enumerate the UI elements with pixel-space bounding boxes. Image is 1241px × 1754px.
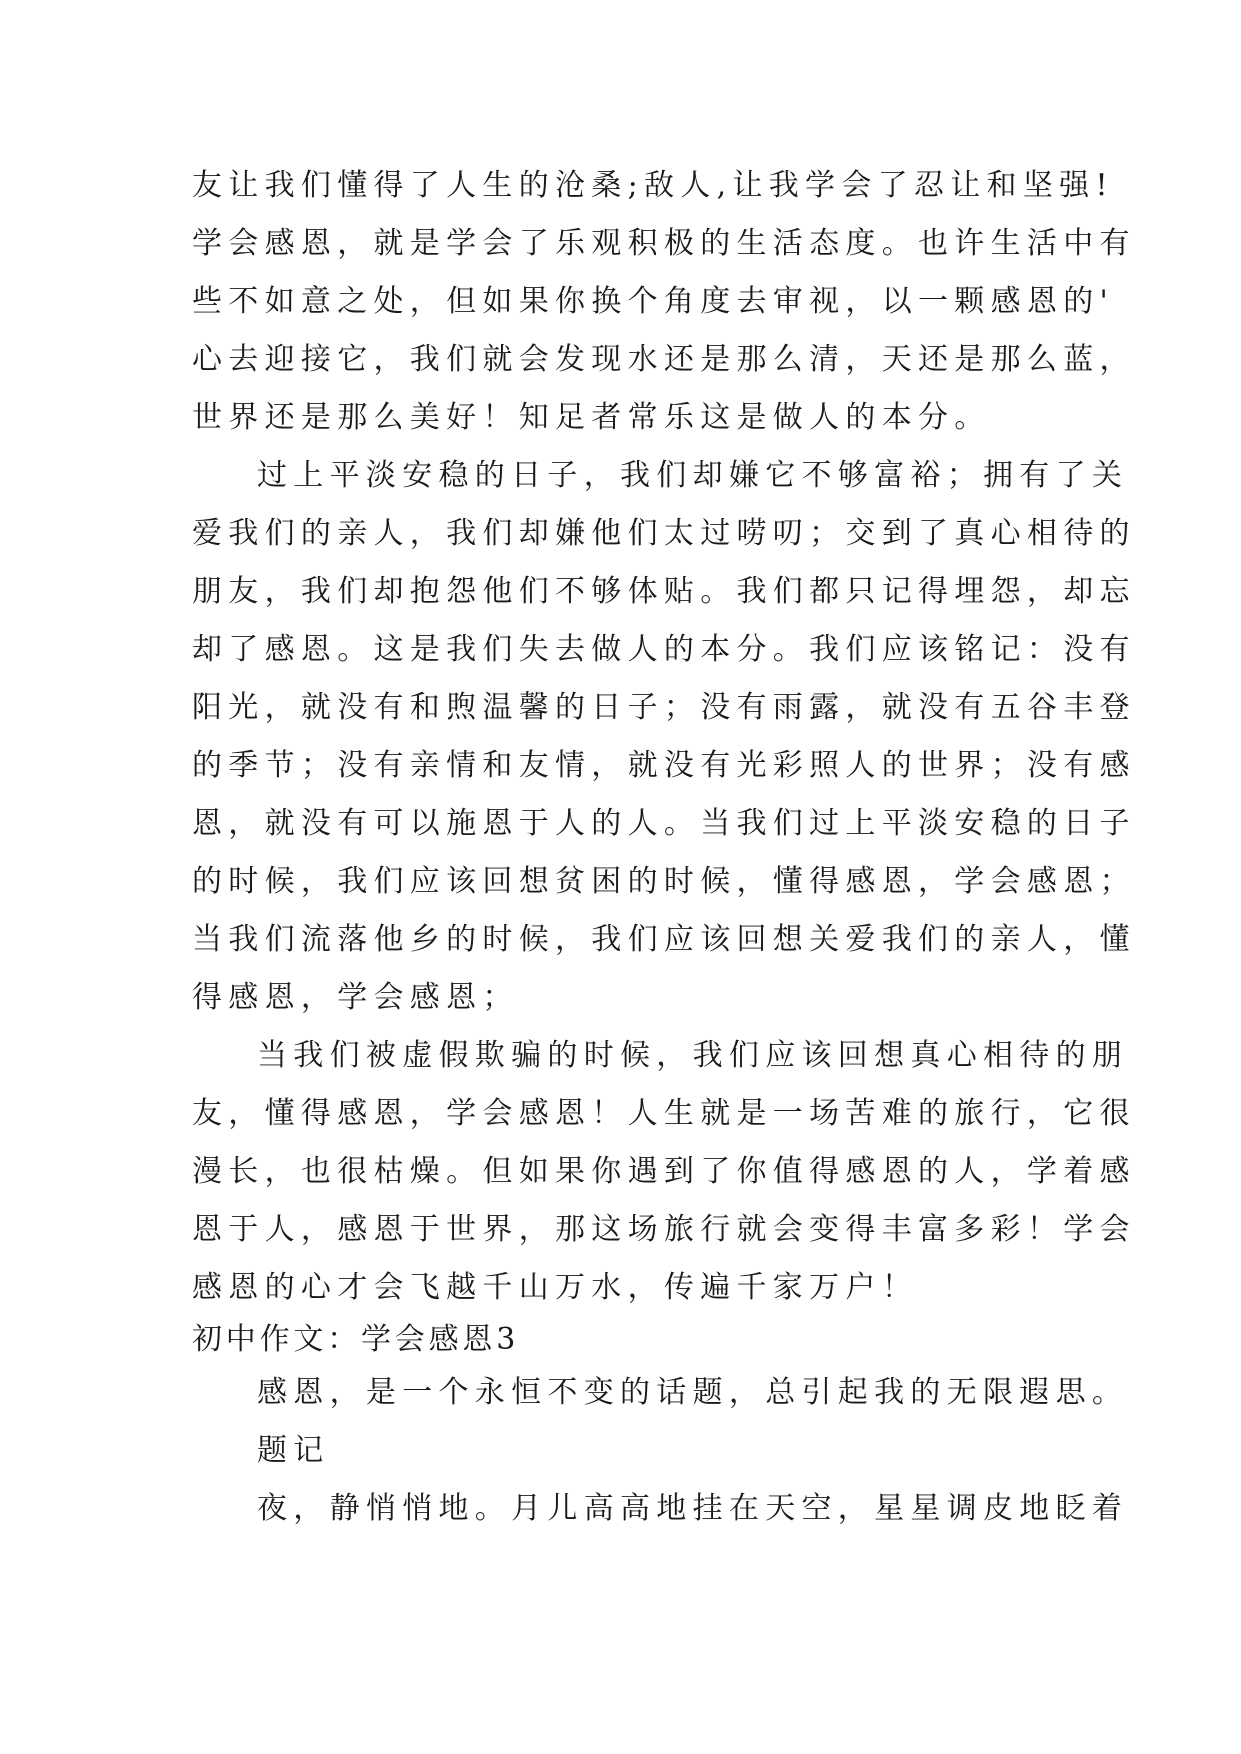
text-line: 当我们流落他乡的时候，我们应该回想关爱我们的亲人，懂 — [192, 922, 1136, 957]
epigraph-attribution: 题记 — [257, 1433, 330, 1468]
text-line: 阳光，就没有和煦温馨的日子；没有雨露，就没有五谷丰登 — [192, 690, 1136, 725]
text-line: 感恩的心才会飞越千山万水，传遍千家万户！ — [192, 1270, 918, 1305]
text-line: 得感恩，学会感恩； — [192, 980, 519, 1015]
text-line: 学会感恩，就是学会了乐观积极的生活态度。也许生活中有 — [192, 226, 1136, 261]
text-line: 友让我们懂得了人生的沧桑;敌人,让我学会了忍让和坚强! — [192, 168, 1114, 203]
text-line: 友，懂得感恩，学会感恩！人生就是一场苦难的旅行，它很 — [192, 1096, 1136, 1131]
text-line: 的季节；没有亲情和友情，就没有光彩照人的世界；没有感 — [192, 748, 1136, 783]
text-line: 世界还是那么美好！知足者常乐这是做人的本分。 — [192, 400, 991, 435]
text-line: 夜，静悄悄地。月儿高高地挂在天空，星星调皮地眨着 — [257, 1491, 1129, 1526]
text-line: 些不如意之处，但如果你换个角度去审视，以一颗感恩的' — [192, 284, 1115, 319]
text-line: 的时候，我们应该回想贫困的时候，懂得感恩，学会感恩； — [192, 864, 1136, 899]
section-heading: 初中作文：学会感恩3 — [192, 1322, 520, 1357]
text-line: 朋友，我们却抱怨他们不够体贴。我们都只记得埋怨，却忘 — [192, 574, 1136, 609]
text-line: 过上平淡安稳的日子，我们却嫌它不够富裕；拥有了关 — [257, 458, 1129, 493]
text-line: 漫长，也很枯燥。但如果你遇到了你值得感恩的人，学着感 — [192, 1154, 1136, 1189]
epigraph-line: 感恩，是一个永恒不变的话题，总引起我的无限遐思。 — [257, 1375, 1129, 1410]
text-line: 恩于人，感恩于世界，那这场旅行就会变得丰富多彩！学会 — [192, 1212, 1136, 1247]
text-line: 当我们被虚假欺骗的时候，我们应该回想真心相待的朋 — [257, 1038, 1129, 1073]
text-line: 心去迎接它，我们就会发现水还是那么清，天还是那么蓝， — [192, 342, 1136, 377]
text-line: 爱我们的亲人，我们却嫌他们太过唠叨；交到了真心相待的 — [192, 516, 1136, 551]
text-line: 恩，就没有可以施恩于人的人。当我们过上平淡安稳的日子 — [192, 806, 1136, 841]
text-line: 却了感恩。这是我们失去做人的本分。我们应该铭记：没有 — [192, 632, 1136, 667]
